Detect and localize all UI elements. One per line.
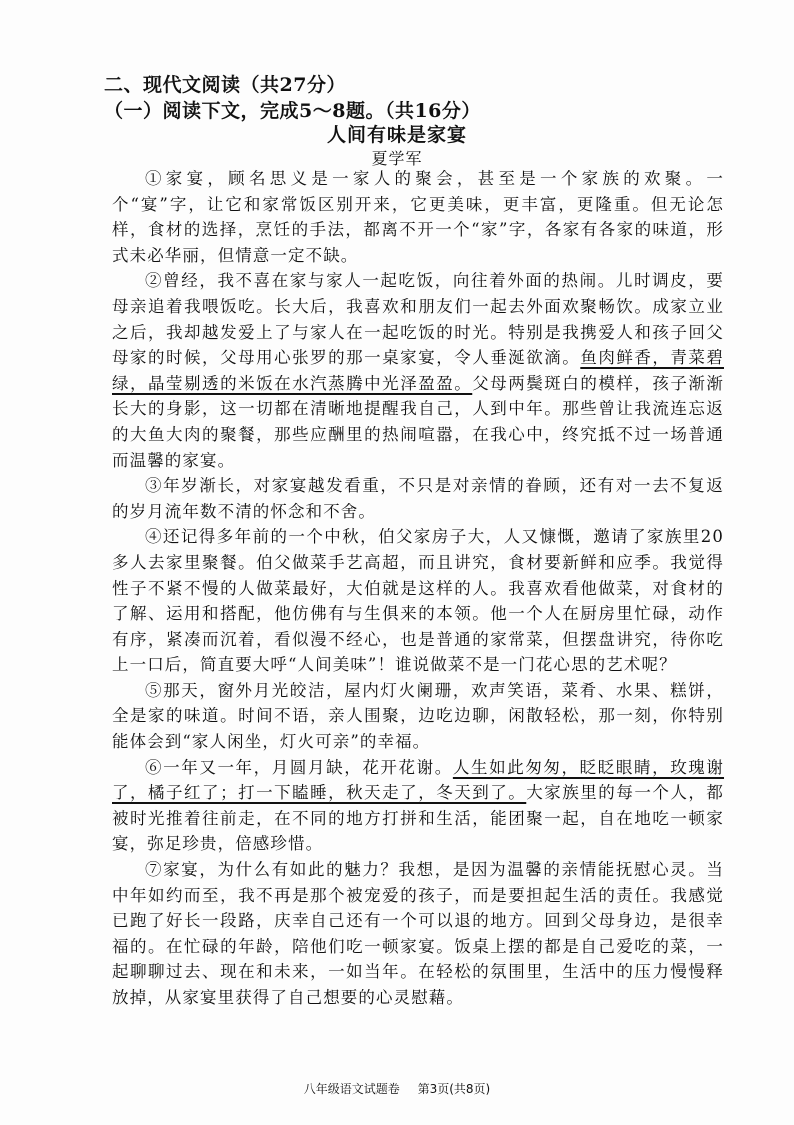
page-footer [0, 1080, 794, 1097]
paragraph-5: ⑤那天，窗外月光皎洁，屋内灯火阑珊，欢声笑语，菜肴、水果、糕饼，全是家的味道。时间不语，亲人围聚，边吃边聊，闲散轻松，那一刻，你特别能体会到“家人闲坐，灯火可亲”的幸福。 [112, 680, 724, 752]
paragraph-2-underlined-sentence: 鱼肉鲜香，青菜碧绿，晶莹剔透的米饭在水汽蒸腾中光泽盈盈。 [112, 348, 724, 393]
paragraph-6-text-a: ⑥一年又一年，月圆月缺，花开花谢。 [145, 757, 453, 777]
paragraph-2-text-b: 父母两鬓斑白的模样，孩子渐渐长大的身影，这一切都在清晰地提醒我自己，人到中年。那些曾让我流连忘返的大鱼大肉的聚餐，那些应酬里的热闹喧嚣，在我心中，终究抵不过一场普通而温馨的家宴。 [112, 373, 725, 470]
paragraph-2-text-a: ②曾经，我不喜在家与家人一起吃饭，向往着外面的热闹。儿时调皮，要母亲追着我喂饭吃。长大后，我喜欢和朋友们一起去外面欢聚畅饮。成家立业之后，我却越发爱上了与家人在一起吃饭的时光。特别是我携爱人和孩子回父母家的时候，父母用心张罗的那一桌家宴，令人垂涎欲滴。 [112, 271, 724, 368]
article-author: 夏学军 [371, 149, 423, 168]
sub-section-title: （一）阅读下文，完成5～8题。（共16分） [104, 100, 481, 122]
paragraph-3: ③年岁渐长，对家宴越发看重，不只是对亲情的眷顾，还有对一去不复返的岁月流年数不清的怀念和不舍。 [112, 476, 724, 521]
paragraph-2 [112, 268, 724, 473]
paragraph-6-text-b: 大家族里的每一个人，都被时光推着往前走，在不同的地方打拼和生活，能团聚一起，自在地吃一顿家宴，弥足珍贵，倍感珍惜。 [112, 783, 724, 854]
paragraph-6 [112, 755, 724, 857]
section-title: 二、现代文阅读（共27分） [104, 74, 346, 96]
paragraph-4: ④还记得多年前的一个中秋，伯父家房子大，人又慷慨，邀请了家族里20多人去家里聚餐。伯父做菜手艺高超，而且讲究，食材要新鲜和应季。我觉得性子不紧不慢的人做菜最好，大伯就是这样的人。我喜欢看他做菜，对食材的了解、运用和搭配，他仿佛有与生俱来的本领。他一个人在厨房里忙碌，动作有序，紧凑而沉着，看似漫不经心，也是普通的家常菜，但摆盘讲究，待你吃上一口后，简直要大呼“人间美味”！谁说做菜不是一门花心思的艺术呢？ [112, 527, 724, 675]
article-title: 人间有味是家宴 [326, 124, 467, 146]
paragraph-7: ⑦家宴，为什么有如此的魅力？我想，是因为温馨的亲情能抚慰心灵。当中年如约而至，我不再是那个被宠爱的孩子，而是要担起生活的责任。我感觉已跑了好长一段路，庆幸自己还有一个可以退的地方。回到父母身边，是很幸福的。在忙碌的年龄，陪他们吃一顿家宴。饭桌上摆的都是自己爱吃的菜，一起聊聊过去、现在和未来，一如当年。在轻松的氛围里，生活中的压力慢慢释放掉，从家宴里获得了自己想要的心灵慰藉。 [112, 860, 724, 1007]
page-number: 第3页(共8页) [417, 1082, 491, 1096]
paragraph-6-underlined-sentence: 人生如此匆匆，眨眨眼睛，玫瑰谢了，橘子红了；打一下瞌睡，秋天走了，冬天到了。 [112, 757, 725, 803]
article-body [112, 166, 724, 1011]
paragraph-1: ①家宴，顾名思义是一家人的聚会，甚至是一个家族的欢聚。一个“宴”字，让它和家常饭区别开来，它更美味，更丰富，更隆重。但无论怎样，食材的选择，烹饪的手法，都离不开一个“家”字，各家有各家的味道，形式未必华丽，但情意一定不缺。 [112, 169, 724, 265]
exam-name: 八年级语文试题卷 [303, 1082, 400, 1096]
